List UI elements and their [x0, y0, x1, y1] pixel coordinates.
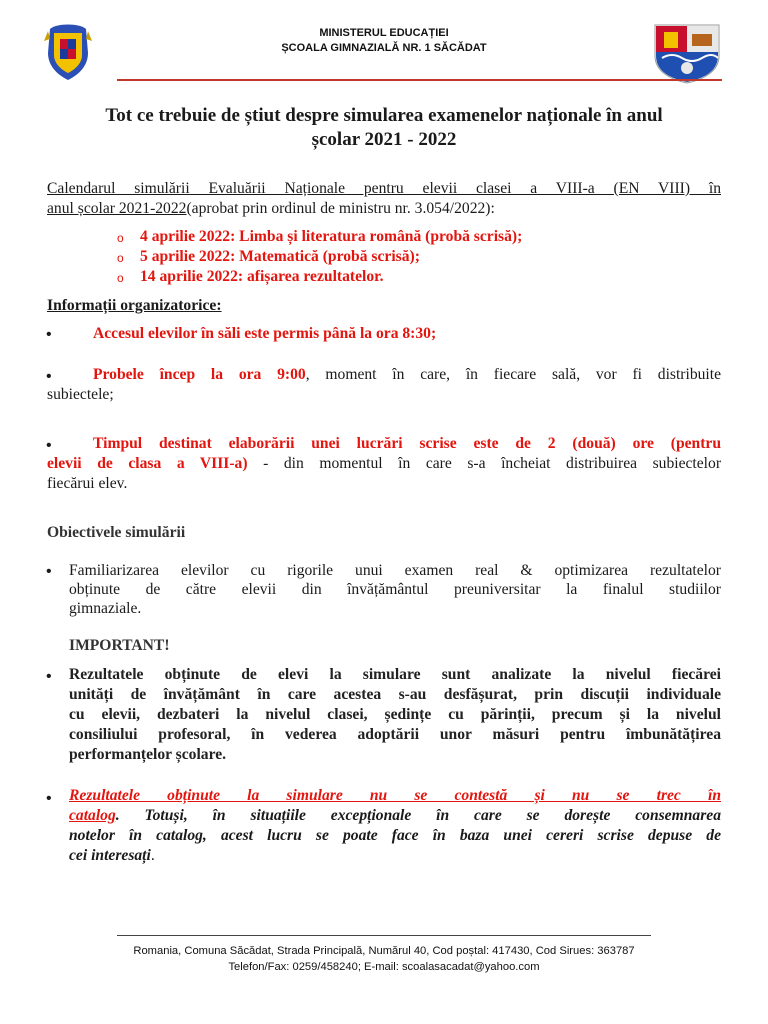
important-p1-line5: performanțelor școlare.: [69, 746, 227, 763]
important-heading: IMPORTANT!: [69, 637, 170, 654]
important-p2-line4: cei interesați.: [69, 847, 155, 864]
org-heading: Informații organizatorice:: [47, 297, 222, 314]
calendar-item: 14 aprilie 2022: afișarea rezultatelor.: [140, 268, 384, 285]
objectives-heading: Obiectivele simulării: [47, 524, 186, 541]
bullet-icon: •: [46, 437, 52, 454]
calendar-item: 5 aprilie 2022: Matematică (probă scrisă);: [140, 248, 420, 265]
bullet-icon: •: [46, 326, 52, 343]
objectives-line1: Familiarizarea elevilor cu rigorile unui examen real & optimizarea rezultatelor: [69, 562, 721, 579]
org-item-start-line2: subiectele;: [47, 386, 114, 403]
important-p1-line1: Rezultatele obținute de elevi la simulare sunt analizate la nivelul fiecărei: [69, 666, 721, 683]
footer-address: Romania, Comuna Săcădat, Strada Principală, Numărul 40, Cod poștal: 417430, Cod Sirues: 363787: [133, 945, 635, 957]
important-p2-line3: notelor în catalog, acest lucru se poate face în baza unei cereri scrise depuse de: [69, 827, 721, 844]
bullet-icon: •: [46, 368, 52, 385]
page-title-line2: școlar 2021 - 2022: [311, 129, 457, 150]
circle-bullet-icon: o: [117, 231, 124, 245]
ministry-name: MINISTERUL EDUCAȚIEI: [319, 27, 449, 39]
objectives-line3: gimnaziale.: [69, 600, 142, 617]
important-p2-line2: catalog. Totuși, în situațiile excepționale în care se dorește consemnarea: [69, 807, 721, 824]
important-p1-line2: unități de învățământ în care acestea s-au desfășurat, prin discuții individuale: [69, 686, 721, 703]
bullet-icon: •: [46, 668, 52, 685]
header-rule: [117, 79, 722, 81]
org-item-time-line2: elevii de clasa a VIII-a) - din momentul în care s-a încheiat distribuirea subiectelor: [47, 455, 722, 472]
org-item-time-line1: Timpul destinat elaborării unei lucrări scrise este de 2 (două) ore (pentru: [93, 435, 721, 452]
footer-contact: Telefon/Fax: 0259/458240; E-mail: scoalasacadat@yahoo.com: [228, 961, 540, 973]
school-name: ȘCOALA GIMNAZIALĂ NR. 1 SĂCĂDAT: [281, 42, 487, 54]
objectives-line2: obținute de către elevii din învățământul preuniversitar la finalul studiilor: [69, 581, 721, 598]
calendar-heading: Calendarul simulării Evaluării Naționale pentru elevii clasei a VIII-a (EN VIII) în: [47, 180, 721, 197]
org-item-start: Probele încep la ora 9:00, moment în care, în fiecare sală, vor fi distribuite: [93, 366, 722, 383]
page-title-line1: Tot ce trebuie de știut despre simularea examenelor naționale în anul: [105, 105, 663, 126]
circle-bullet-icon: o: [117, 271, 124, 285]
important-p1-line3: cu elevii, dezbateri la nivelul clasei, ședințe cu părinții, precum și la nivelul: [69, 706, 721, 723]
org-item-time-line3: fiecărui elev.: [47, 475, 128, 492]
calendar-item: 4 aprilie 2022: Limba și literatura română (probă scrisă);: [140, 228, 523, 245]
calendar-heading-2: anul școlar 2021-2022(aprobat prin ordinul de ministru nr. 3.054/2022):: [47, 200, 495, 217]
footer-rule: [117, 935, 651, 936]
bullet-icon: •: [46, 563, 52, 580]
important-p1-line4: consiliului profesoral, în vederea adoptării unor măsuri pentru îmbunătățirea: [69, 726, 721, 743]
bullet-icon: •: [46, 790, 52, 807]
org-item-access: Accesul elevilor în săli este permis până la ora 8:30;: [93, 325, 437, 342]
circle-bullet-icon: o: [117, 251, 124, 265]
important-p2-line1: Rezultatele obținute la simulare nu se contestă și nu se trec în: [69, 787, 721, 804]
